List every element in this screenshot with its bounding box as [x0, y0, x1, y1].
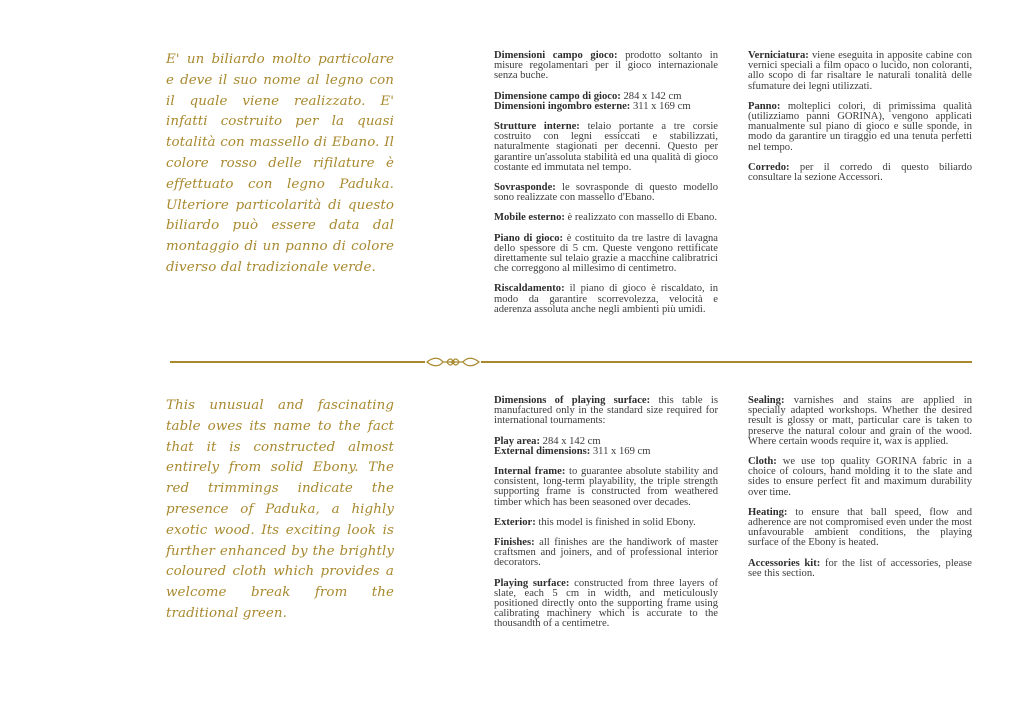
- spec-text: to guarantee absolute stability and consistent, long-term playability, the triple strength supporting frame is constructed from weathered timber which has been seasoned over decades.: [494, 466, 718, 508]
- spec-paragraph: [494, 51, 718, 82]
- spec-paragraph: [748, 457, 972, 498]
- spec-paragraph: [748, 51, 972, 92]
- spec-paragraph: [494, 213, 718, 223]
- spec-text: varnishes and stains are applied in specially adapted workshops. Whether the desired result is glossy or matt, particular care is taken to preserve the natural colour and grain of the wood. Where certain woods require it, wax is applied.: [748, 395, 972, 447]
- spec-paragraph: [494, 579, 718, 630]
- spec-paragraph: [748, 163, 972, 183]
- spec-text: il piano di gioco è riscaldato, in modo da garantire scorrevolezza, velocità e aderenza assoluta anche negli ambienti più umidi.: [494, 283, 718, 315]
- spec-label: Finishes:: [494, 537, 535, 549]
- specs-english-col1: [494, 396, 718, 640]
- spec-paragraph: [748, 102, 972, 153]
- spec-label: Strutture interne:: [494, 121, 580, 133]
- specs-english-col2: [748, 396, 972, 589]
- spec-text: we use top quality GORINA fabric in a choice of colours, hand molding it to the slate and sides to ensure perfect fit and maximum durability over time.: [748, 456, 972, 498]
- spec-paragraph: [494, 234, 718, 275]
- spec-paragraph: [494, 183, 718, 203]
- spec-text: 311 x 169 cm: [590, 445, 651, 457]
- spec-text: all finishes are the handiwork of master craftsmen and joiners, and of professional interior decorators.: [494, 537, 718, 569]
- spec-label: Sovrasponde:: [494, 182, 556, 194]
- spec-label: Panno:: [748, 100, 781, 112]
- spec-label: Playing surface:: [494, 577, 570, 589]
- spec-label: Dimensioni ingombro esterne:: [494, 100, 631, 112]
- spec-paragraph: [494, 284, 718, 315]
- spec-text: viene eseguita in apposite cabine con vernici speciali a film opaco o lucido, non coloranti, allo scopo di far risaltare le naturali tonalità delle sfumature dei legni utilizzati.: [748, 50, 972, 92]
- spec-text: this table is manufactured only in the standard size required for international tournaments:: [494, 395, 718, 427]
- spec-label: Exterior:: [494, 516, 536, 528]
- spec-text: 311 x 169 cm: [630, 100, 691, 112]
- specs-italian-col2: [748, 51, 972, 193]
- spec-text: this model is finished in solid Ebony.: [535, 516, 696, 528]
- spec-text: è realizzato con massello di Ebano.: [564, 212, 717, 224]
- spec-text: le sovrasponde di questo modello sono realizzate con massello d'Ebano.: [494, 182, 718, 204]
- spec-text: constructed from three layers of slate, each 5 cm in width, and meticulously positioned directly onto the supporting frame using calibrating machinery which is accurate to the thousandth of a centimetre.: [494, 577, 718, 630]
- spec-label: Verniciatura:: [748, 50, 809, 61]
- spec-text: telaio portante a tre corsie costruito con legni essiccati e stabilizzati, naturalmente stagionati per decenni. Questo per garantire un'assoluta stabilità ed una qualità di gioco costante ed immutata nel tempo.: [494, 121, 719, 173]
- spec-text: 284 x 142 cm: [540, 435, 601, 447]
- spec-label: Riscaldamento:: [494, 283, 565, 295]
- spec-paragraph: [748, 396, 972, 447]
- spec-label: Mobile esterno:: [494, 212, 565, 224]
- spec-label: Piano di gioco:: [494, 232, 564, 244]
- spec-text: for the list of accessories, please see this section.: [748, 557, 972, 579]
- spec-paragraph: [494, 538, 718, 569]
- spec-label: Corredo:: [748, 161, 790, 173]
- spec-label: External dimensions:: [494, 445, 591, 457]
- section-divider: [170, 355, 972, 369]
- spec-text: per il corredo di questo biliardo consultare la sezione Accessori.: [748, 161, 972, 184]
- spec-text: molteplici colori, di primissima qualità (utilizziamo panni GORINA), vengono applicati manualmente sul piano di gioco e sulle sponde, in modo da garantire un tiraggio ed una tenuta perfetti nel tempo.: [748, 100, 972, 153]
- divider-line-right: [481, 361, 972, 363]
- spec-label: Accessories kit:: [748, 557, 821, 569]
- spec-text: 284 x 142 cm: [620, 90, 682, 102]
- spec-paragraph: [494, 92, 718, 112]
- spec-label: Dimensioni campo gioco:: [494, 50, 618, 61]
- spec-label: Play area:: [494, 435, 540, 447]
- spec-label: Dimensions of playing surface:: [494, 395, 651, 406]
- spec-paragraph: [494, 467, 718, 508]
- spec-paragraph: [748, 508, 972, 549]
- spec-paragraph: [494, 437, 718, 457]
- spec-text: prodotto soltanto in misure regolamentari per il gioco internazionale senza buche.: [494, 50, 718, 82]
- intro-english: This unusual and fascinating table owes its name to the fact that it is constructed almost entirely from solid Ebony. The red trimmings indicate the presence of Paduka, a highly exotic wood. Its exciting look is further enhanced by the brightly coloured cloth which provides a welcome break from the traditional green.: [166, 398, 394, 621]
- spec-text: è costituito da tre lastre di lavagna dello spessore di 5 cm. Queste vengono rettificate direttamente sul telaio grazie a macchine calibratrici che correggono al millesimo di centimetro.: [494, 232, 718, 275]
- specs-italian-col1: [494, 51, 718, 325]
- spec-label: Heating:: [748, 506, 788, 518]
- divider-line-left: [170, 361, 425, 363]
- spec-text: to ensure that ball speed, flow and adherence are not compromised even under the most unfavourable ambient conditions, the playing surface of the Ebony is heated.: [748, 506, 972, 549]
- intro-italian: E' un biliardo molto particolare e deve il suo nome al legno con il quale viene realizzato. E' infatti costruito per la quasi totalità con massello di Ebano. Il colore rosso delle rifilature è effettuato con legno Paduka. Ulteriore particolarità di questo biliardo può essere data dal montaggio di un panno di colore diverso dal tradizionale verde.: [166, 52, 394, 275]
- ornament-icon: [425, 355, 481, 369]
- spec-label: Internal frame:: [494, 466, 566, 478]
- spec-label: Dimensione campo di gioco:: [494, 90, 621, 102]
- spec-label: Sealing:: [748, 395, 785, 406]
- spec-label: Cloth:: [748, 456, 777, 468]
- spec-paragraph: [494, 122, 718, 173]
- spec-paragraph: [748, 559, 972, 579]
- spec-paragraph: [494, 396, 718, 427]
- spec-paragraph: [494, 518, 718, 528]
